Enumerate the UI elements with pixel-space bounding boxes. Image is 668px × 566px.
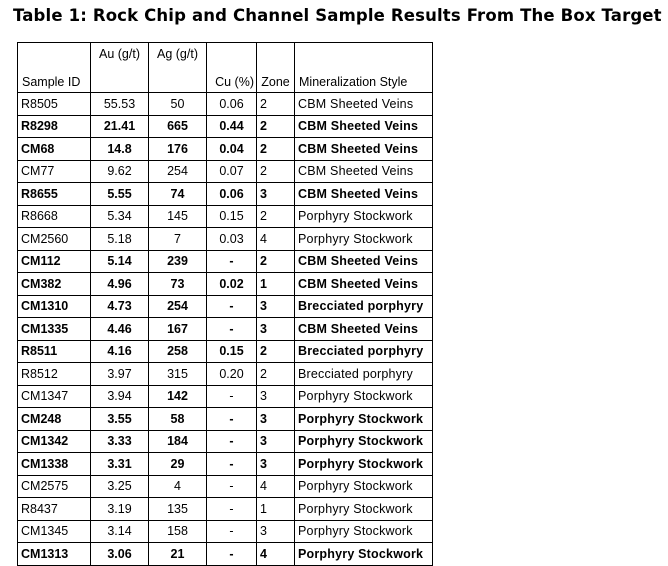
- cell-zone: 2: [257, 93, 295, 116]
- cell-ag: 315: [149, 363, 207, 386]
- cell-mineralization-style: Brecciated porphyry: [295, 340, 433, 363]
- cell-zone: 2: [257, 160, 295, 183]
- cell-zone: 1: [257, 273, 295, 296]
- cell-mineralization-style: Brecciated porphyry: [295, 295, 433, 318]
- cell-ag: 145: [149, 205, 207, 228]
- cell-cu: -: [207, 520, 257, 543]
- cell-mineralization-style: Porphyry Stockwork: [295, 385, 433, 408]
- cell-cu: -: [207, 498, 257, 521]
- cell-sample-id: R8505: [18, 93, 91, 116]
- table-row: [18, 385, 433, 408]
- cell-ag: 29: [149, 453, 207, 476]
- cell-sample-id: CM2560: [18, 228, 91, 251]
- cell-ag: 73: [149, 273, 207, 296]
- cell-ag: 254: [149, 160, 207, 183]
- cell-mineralization-style: CBM Sheeted Veins: [295, 93, 433, 116]
- cell-mineralization-style: Porphyry Stockwork: [295, 205, 433, 228]
- cell-sample-id: CM68: [18, 138, 91, 161]
- cell-au: 9.62: [91, 160, 149, 183]
- table-row: [18, 250, 433, 273]
- cell-mineralization-style: CBM Sheeted Veins: [295, 318, 433, 341]
- cell-ag: 158: [149, 520, 207, 543]
- cell-zone: 4: [257, 543, 295, 566]
- cell-au: 21.41: [91, 115, 149, 138]
- cell-ag: 258: [149, 340, 207, 363]
- cell-zone: 3: [257, 453, 295, 476]
- cell-ag: 239: [149, 250, 207, 273]
- cell-zone: 4: [257, 228, 295, 251]
- cell-sample-id: CM382: [18, 273, 91, 296]
- cell-mineralization-style: Porphyry Stockwork: [295, 408, 433, 431]
- cell-ag: 58: [149, 408, 207, 431]
- header-zone: Zone: [257, 43, 295, 93]
- cell-ag: 21: [149, 543, 207, 566]
- cell-ag: 7: [149, 228, 207, 251]
- cell-au: 4.73: [91, 295, 149, 318]
- cell-zone: 3: [257, 295, 295, 318]
- cell-au: 3.94: [91, 385, 149, 408]
- cell-cu: 0.06: [207, 93, 257, 116]
- cell-mineralization-style: CBM Sheeted Veins: [295, 183, 433, 206]
- cell-au: 4.46: [91, 318, 149, 341]
- cell-cu: 0.02: [207, 273, 257, 296]
- cell-sample-id: CM1342: [18, 430, 91, 453]
- header-ag: Ag (g/t): [149, 43, 207, 93]
- table-body: [18, 93, 433, 566]
- cell-cu: 0.15: [207, 205, 257, 228]
- cell-zone: 3: [257, 430, 295, 453]
- cell-zone: 3: [257, 318, 295, 341]
- cell-au: 55.53: [91, 93, 149, 116]
- cell-mineralization-style: CBM Sheeted Veins: [295, 273, 433, 296]
- cell-sample-id: CM112: [18, 250, 91, 273]
- cell-sample-id: CM1338: [18, 453, 91, 476]
- cell-mineralization-style: Porphyry Stockwork: [295, 453, 433, 476]
- cell-sample-id: CM77: [18, 160, 91, 183]
- cell-sample-id: CM1335: [18, 318, 91, 341]
- results-table: [17, 42, 433, 566]
- cell-sample-id: CM248: [18, 408, 91, 431]
- table-row: [18, 205, 433, 228]
- cell-au: 3.31: [91, 453, 149, 476]
- cell-ag: 74: [149, 183, 207, 206]
- table-row: [18, 453, 433, 476]
- cell-cu: -: [207, 475, 257, 498]
- cell-cu: 0.44: [207, 115, 257, 138]
- cell-mineralization-style: Brecciated porphyry: [295, 363, 433, 386]
- cell-ag: 167: [149, 318, 207, 341]
- table-row: [18, 115, 433, 138]
- cell-sample-id: R8437: [18, 498, 91, 521]
- cell-mineralization-style: Porphyry Stockwork: [295, 475, 433, 498]
- cell-ag: 184: [149, 430, 207, 453]
- cell-ag: 50: [149, 93, 207, 116]
- cell-cu: 0.06: [207, 183, 257, 206]
- cell-mineralization-style: CBM Sheeted Veins: [295, 138, 433, 161]
- cell-cu: -: [207, 453, 257, 476]
- cell-ag: 4: [149, 475, 207, 498]
- cell-zone: 3: [257, 183, 295, 206]
- cell-mineralization-style: Porphyry Stockwork: [295, 498, 433, 521]
- cell-sample-id: CM2575: [18, 475, 91, 498]
- header-mineralization-style: Mineralization Style: [295, 43, 433, 93]
- cell-au: 5.34: [91, 205, 149, 228]
- header-cu: Cu (%): [207, 43, 257, 93]
- cell-sample-id: CM1345: [18, 520, 91, 543]
- table-row: [18, 520, 433, 543]
- cell-au: 3.25: [91, 475, 149, 498]
- cell-cu: -: [207, 543, 257, 566]
- cell-zone: 2: [257, 138, 295, 161]
- cell-cu: -: [207, 318, 257, 341]
- cell-cu: 0.04: [207, 138, 257, 161]
- cell-au: 5.14: [91, 250, 149, 273]
- cell-cu: 0.07: [207, 160, 257, 183]
- cell-cu: 0.03: [207, 228, 257, 251]
- table-row: [18, 498, 433, 521]
- cell-mineralization-style: Porphyry Stockwork: [295, 543, 433, 566]
- cell-zone: 3: [257, 385, 295, 408]
- table-row: [18, 430, 433, 453]
- cell-sample-id: R8668: [18, 205, 91, 228]
- cell-zone: 1: [257, 498, 295, 521]
- table-row: [18, 273, 433, 296]
- table-row: [18, 160, 433, 183]
- cell-zone: 2: [257, 340, 295, 363]
- cell-au: 14.8: [91, 138, 149, 161]
- cell-mineralization-style: CBM Sheeted Veins: [295, 115, 433, 138]
- table-header-row: [18, 43, 433, 93]
- cell-sample-id: R8511: [18, 340, 91, 363]
- table-row: [18, 363, 433, 386]
- cell-ag: 142: [149, 385, 207, 408]
- header-au: Au (g/t): [91, 43, 149, 93]
- cell-cu: 0.20: [207, 363, 257, 386]
- table-row: [18, 138, 433, 161]
- table-row: [18, 340, 433, 363]
- cell-au: 3.97: [91, 363, 149, 386]
- table-row: [18, 295, 433, 318]
- cell-au: 3.33: [91, 430, 149, 453]
- cell-mineralization-style: Porphyry Stockwork: [295, 228, 433, 251]
- table-row: [18, 318, 433, 341]
- cell-sample-id: R8298: [18, 115, 91, 138]
- cell-sample-id: CM1347: [18, 385, 91, 408]
- cell-sample-id: R8512: [18, 363, 91, 386]
- cell-cu: -: [207, 250, 257, 273]
- table-row: [18, 228, 433, 251]
- cell-zone: 4: [257, 475, 295, 498]
- cell-au: 5.55: [91, 183, 149, 206]
- cell-cu: -: [207, 430, 257, 453]
- cell-au: 5.18: [91, 228, 149, 251]
- cell-au: 3.14: [91, 520, 149, 543]
- cell-zone: 3: [257, 408, 295, 431]
- cell-ag: 135: [149, 498, 207, 521]
- cell-cu: -: [207, 385, 257, 408]
- cell-ag: 665: [149, 115, 207, 138]
- cell-cu: -: [207, 295, 257, 318]
- cell-au: 4.16: [91, 340, 149, 363]
- cell-au: 3.19: [91, 498, 149, 521]
- cell-au: 3.06: [91, 543, 149, 566]
- table-row: [18, 93, 433, 116]
- cell-cu: -: [207, 408, 257, 431]
- cell-mineralization-style: CBM Sheeted Veins: [295, 250, 433, 273]
- cell-zone: 2: [257, 250, 295, 273]
- table-row: [18, 543, 433, 566]
- table-row: [18, 408, 433, 431]
- cell-au: 4.96: [91, 273, 149, 296]
- cell-mineralization-style: Porphyry Stockwork: [295, 520, 433, 543]
- cell-sample-id: R8655: [18, 183, 91, 206]
- cell-mineralization-style: CBM Sheeted Veins: [295, 160, 433, 183]
- cell-zone: 3: [257, 520, 295, 543]
- table-title: Table 1: Rock Chip and Channel Sample Results From The Box Target: [13, 6, 662, 25]
- cell-au: 3.55: [91, 408, 149, 431]
- cell-cu: 0.15: [207, 340, 257, 363]
- table-row: [18, 475, 433, 498]
- cell-ag: 254: [149, 295, 207, 318]
- header-sample-id: Sample ID: [18, 43, 91, 93]
- cell-ag: 176: [149, 138, 207, 161]
- cell-mineralization-style: Porphyry Stockwork: [295, 430, 433, 453]
- cell-zone: 2: [257, 115, 295, 138]
- cell-sample-id: CM1313: [18, 543, 91, 566]
- table-row: [18, 183, 433, 206]
- cell-zone: 2: [257, 205, 295, 228]
- cell-sample-id: CM1310: [18, 295, 91, 318]
- cell-zone: 2: [257, 363, 295, 386]
